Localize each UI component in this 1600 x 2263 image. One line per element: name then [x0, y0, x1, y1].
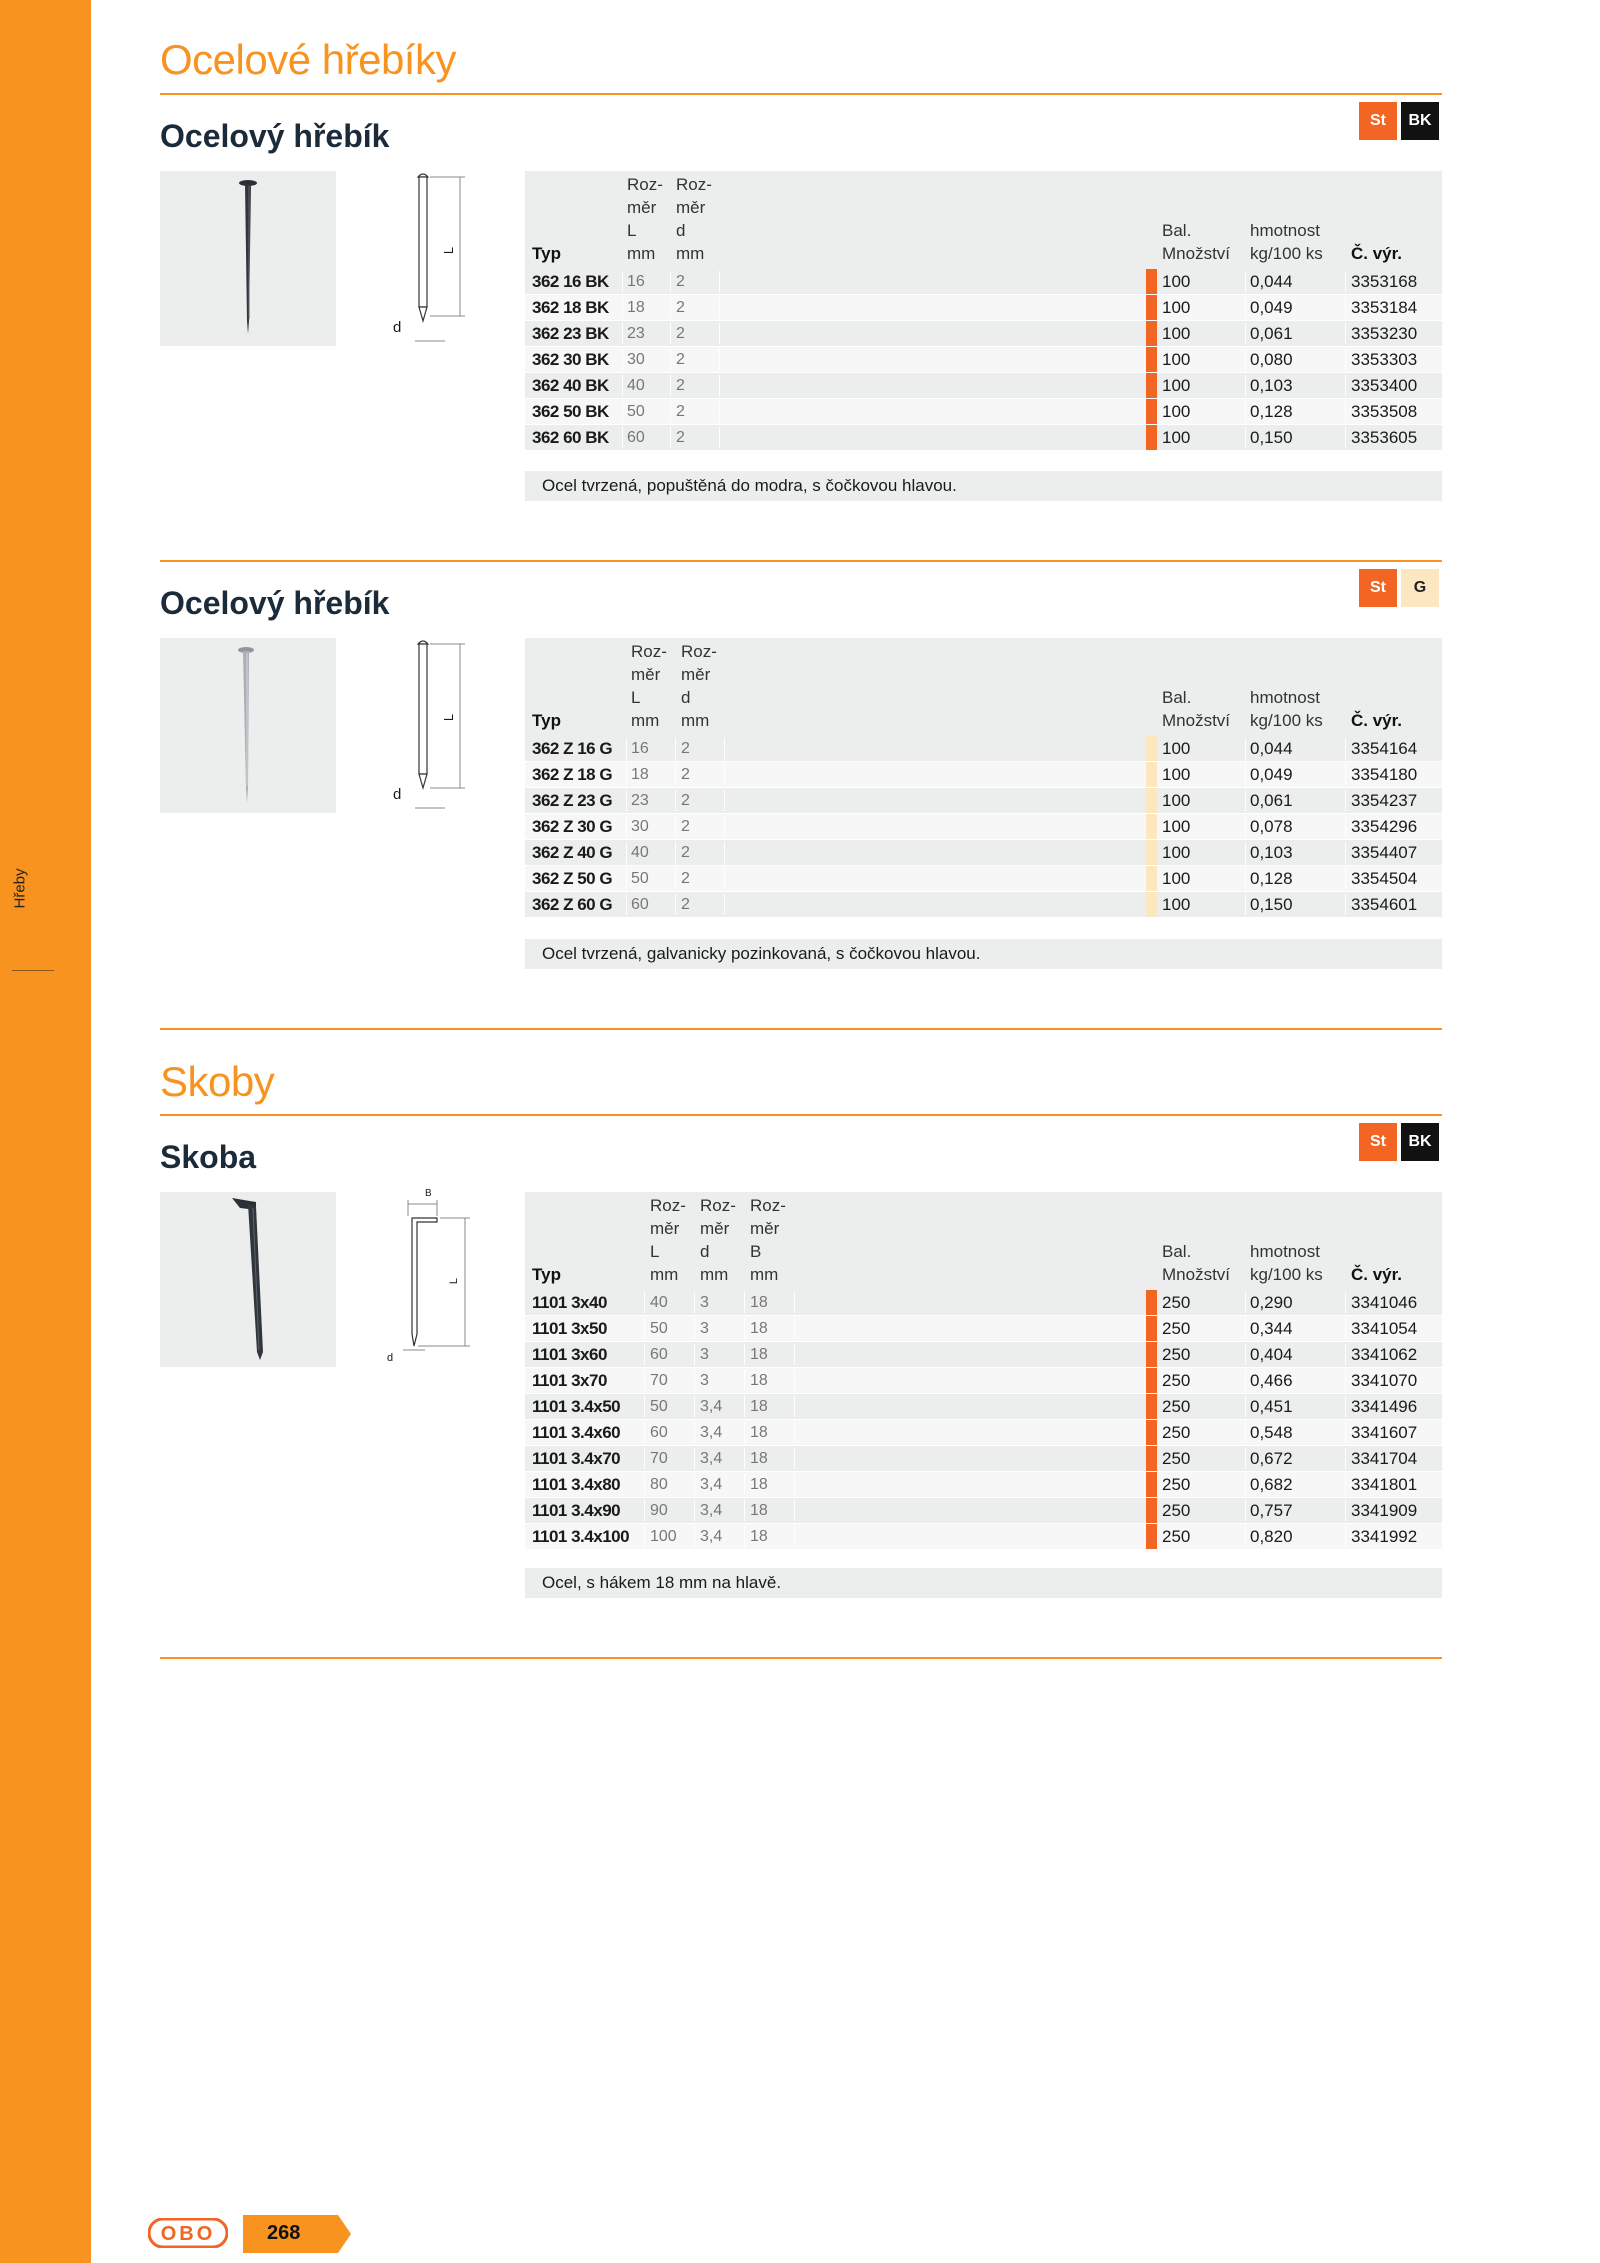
- dim-label-d: d: [387, 1352, 394, 1364]
- table-row: 1101 3x40 40 3 18 250 0,290 3341046: [525, 1290, 1442, 1316]
- dim-label-l: L: [448, 1277, 461, 1285]
- product-photo: [160, 638, 336, 813]
- product-title: Skoba: [160, 1139, 257, 1175]
- table-row: 1101 3.4x70 70 3,4 18 250 0,672 3341704: [525, 1446, 1442, 1472]
- badge-st: St: [1359, 1123, 1397, 1161]
- col-dim-d: Roz- měr d mm: [681, 642, 717, 730]
- table-row: 362 Z 30 G 30 2 100 0,078 3354296: [525, 814, 1442, 840]
- product-title: Ocelový hřebík: [160, 585, 390, 621]
- table-header: [525, 638, 1442, 736]
- col-dim-d: Roz- měr d mm: [676, 175, 712, 263]
- badge-g: G: [1401, 569, 1439, 607]
- table-row: 1101 3x60 60 3 18 250 0,404 3341062: [525, 1342, 1442, 1368]
- table-row: 362 18 BK 18 2 100 0,049 3353184: [525, 295, 1442, 321]
- title-rule: [160, 1114, 1442, 1116]
- table-row: 362 Z 23 G 23 2 100 0,061 3354237: [525, 788, 1442, 814]
- col-weight: hmotnost kg/100 ks: [1250, 221, 1323, 263]
- sidebar: [0, 0, 91, 2263]
- col-art: Č. výr.: [1351, 711, 1403, 730]
- product-photo: [160, 1192, 336, 1367]
- dim-label-l: L: [441, 713, 457, 722]
- table-row: 362 30 BK 30 2 100 0,080 3353303: [525, 347, 1442, 373]
- col-weight: hmotnost kg/100 ks: [1250, 1242, 1323, 1284]
- product-table: [525, 1192, 1442, 1550]
- table-row: 1101 3.4x90 90 3,4 18 250 0,757 3341909: [525, 1498, 1442, 1524]
- section-rule: [160, 560, 1442, 562]
- technical-drawing: [385, 171, 495, 356]
- product-table: [525, 171, 1442, 451]
- table-row: 1101 3.4x50 50 3,4 18 250 0,451 3341496: [525, 1394, 1442, 1420]
- table-row: 1101 3.4x100 100 3,4 18 250 0,820 3341992: [525, 1524, 1442, 1550]
- table-row: 362 Z 18 G 18 2 100 0,049 3354180: [525, 762, 1442, 788]
- badge-st: St: [1359, 102, 1397, 140]
- table-row: 362 60 BK 60 2 100 0,150 3353605: [525, 425, 1442, 451]
- material-badges: [1359, 1123, 1439, 1161]
- badge-bk: BK: [1401, 102, 1439, 140]
- section-title: Skoby: [160, 1058, 275, 1105]
- badge-st: St: [1359, 569, 1397, 607]
- table-row: 1101 3x70 70 3 18 250 0,466 3341070: [525, 1368, 1442, 1394]
- title-rule: [160, 93, 1442, 95]
- col-typ: Typ: [532, 1265, 561, 1284]
- col-typ: Typ: [532, 244, 561, 263]
- product-note: Ocel, s hákem 18 mm na hlavě.: [525, 1568, 1442, 1598]
- svg-text:OBO: OBO: [160, 2223, 216, 2245]
- page-title: Ocelové hřebíky: [160, 36, 456, 83]
- col-weight: hmotnost kg/100 ks: [1250, 688, 1323, 730]
- badge-bk: BK: [1401, 1123, 1439, 1161]
- table-header: [525, 171, 1442, 269]
- dim-label-d: d: [393, 319, 402, 336]
- table-row: 362 Z 60 G 60 2 100 0,150 3354601: [525, 892, 1442, 918]
- product-note: Ocel tvrzená, galvanicky pozinkovaná, s čočkovou hlavou.: [525, 939, 1442, 969]
- table-row: 362 40 BK 40 2 100 0,103 3353400: [525, 373, 1442, 399]
- section-rule: [160, 1657, 1442, 1659]
- col-bal: Bal. Množství: [1162, 1242, 1231, 1284]
- table-row: 1101 3x50 50 3 18 250 0,344 3341054: [525, 1316, 1442, 1342]
- col-typ: Typ: [532, 711, 561, 730]
- col-dim-d: Roz- měr d mm: [700, 1196, 736, 1284]
- material-badges: [1359, 569, 1439, 607]
- dim-label-l: L: [441, 246, 457, 255]
- sidebar-label: Hřeby: [11, 868, 29, 909]
- table-row: 362 Z 16 G 16 2 100 0,044 3354164: [525, 736, 1442, 762]
- col-art: Č. výr.: [1351, 1265, 1403, 1284]
- material-badges: [1359, 102, 1439, 140]
- nail-photo-icon: [160, 638, 336, 813]
- hook-nail-photo-icon: [160, 1192, 336, 1367]
- table-body: [525, 1290, 1442, 1550]
- table-row: 362 50 BK 50 2 100 0,128 3353508: [525, 399, 1442, 425]
- section-rule: [160, 1028, 1442, 1030]
- technical-drawing: [385, 1188, 495, 1377]
- table-body: [525, 269, 1442, 451]
- table-row: 1101 3.4x80 80 3,4 18 250 0,682 3341801: [525, 1472, 1442, 1498]
- col-dim-b: Roz- měr B mm: [750, 1196, 786, 1284]
- col-dim-l: Roz- měr L mm: [650, 1196, 686, 1284]
- table-row: 362 Z 50 G 50 2 100 0,128 3354504: [525, 866, 1442, 892]
- col-bal: Bal. Množství: [1162, 221, 1231, 263]
- col-bal: Bal. Množství: [1162, 688, 1231, 730]
- col-art: Č. výr.: [1351, 244, 1403, 263]
- product-note: Ocel tvrzená, popuštěná do modra, s čočkovou hlavou.: [525, 471, 1442, 501]
- table-header: [525, 1192, 1442, 1290]
- obo-logo: [148, 2218, 228, 2253]
- nail-photo-icon: [160, 171, 336, 346]
- table-body: [525, 736, 1442, 918]
- product-photo: [160, 171, 336, 346]
- table-row: 362 16 BK 16 2 100 0,044 3353168: [525, 269, 1442, 295]
- table-row: 1101 3.4x60 60 3,4 18 250 0,548 3341607: [525, 1420, 1442, 1446]
- product-title: Ocelový hřebík: [160, 118, 390, 154]
- dim-label-b: B: [425, 1188, 432, 1199]
- page-number: 268: [243, 2215, 351, 2253]
- table-row: 362 23 BK 23 2 100 0,061 3353230: [525, 321, 1442, 347]
- table-row: 362 Z 40 G 40 2 100 0,103 3354407: [525, 840, 1442, 866]
- sidebar-tick: [12, 970, 54, 971]
- dim-label-d: d: [393, 786, 402, 803]
- technical-drawing: [385, 638, 495, 823]
- col-dim-l: Roz- měr L mm: [627, 175, 663, 263]
- product-table: [525, 638, 1442, 918]
- col-dim-l: Roz- měr L mm: [631, 642, 667, 730]
